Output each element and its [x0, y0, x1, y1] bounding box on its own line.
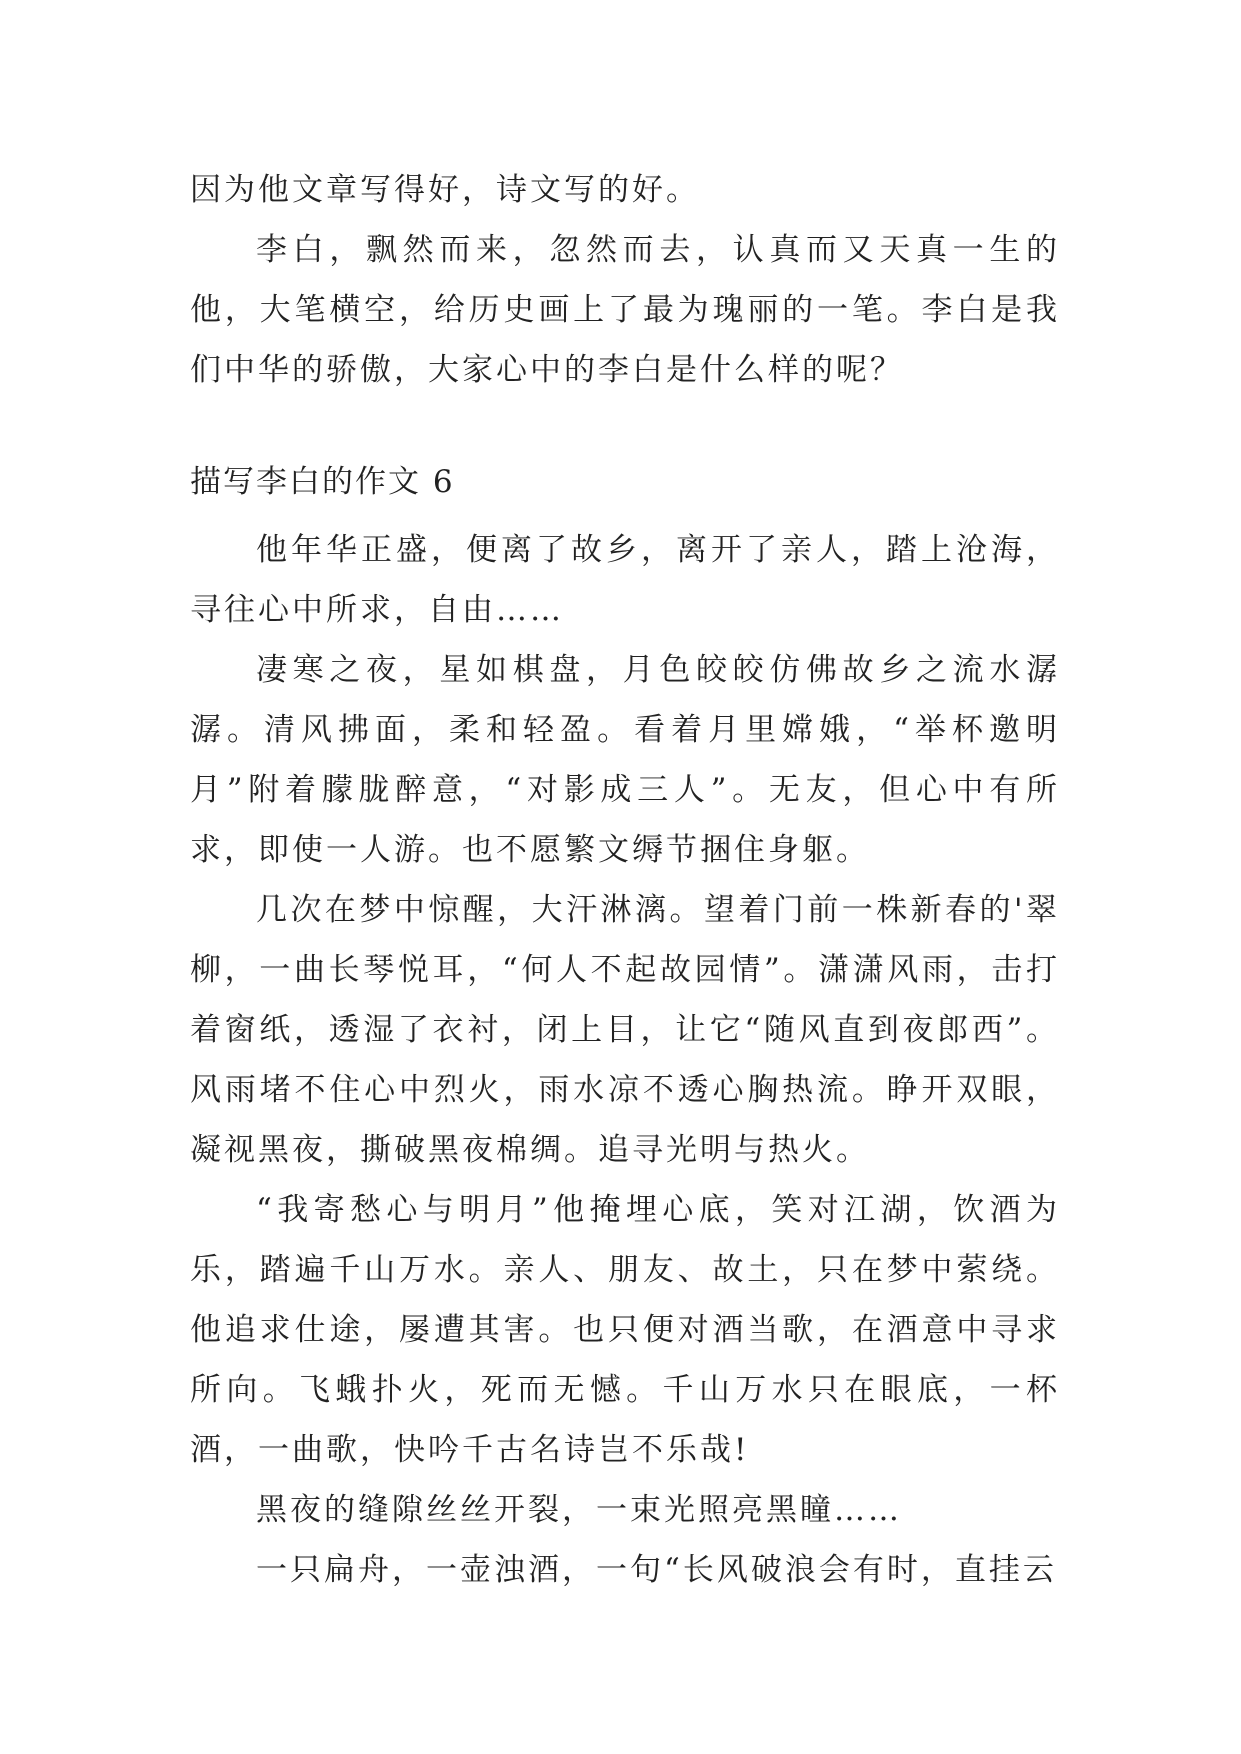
paragraph: “我寄愁心与明月”他掩埋心底，笑对江湖，饮酒为乐，踏遍千山万水。亲人、朋友、故土，只在梦中萦绕。他追求仕途，屡遭其害。也只便对酒当歌，在酒意中寻求所向。飞蛾扑火，死而无憾。千山万水只在眼底，一杯酒，一曲歌，快吟千古名诗岂不乐哉! — [190, 1192, 1060, 1468]
document-body — [190, 160, 1060, 1600]
section-heading: 描写李白的作文 6 — [190, 464, 455, 500]
paragraph: 因为他文章写得好，诗文写的好。 — [190, 172, 700, 208]
paragraph: 几次在梦中惊醒，大汗淋漓。望着门前一株新春的'翠柳，一曲长琴悦耳，“何人不起故园情”。潇潇风雨，击打着窗纸，透湿了衣衬，闭上目，让它“随风直到夜郎西”。风雨堵不住心中烈火，雨水凉不透心胸热流。睁开双眼，凝视黑夜，撕破黑夜棉绸。追寻光明与热火。 — [190, 892, 1060, 1168]
paragraph: 凄寒之夜，星如棋盘，月色皎皎仿佛故乡之流水潺潺。清风拂面，柔和轻盈。看着月里嫦娥，“举杯邀明月”附着朦胧醉意，“对影成三人”。无友，但心中有所求，即使一人游。也不愿繁文缛节捆住身躯。 — [190, 652, 1060, 868]
paragraph: 黑夜的缝隙丝丝开裂，一束光照亮黑瞳…… — [256, 1492, 902, 1528]
paragraph: 李白，飘然而来，忽然而去，认真而又天真一生的他，大笔横空，给历史画上了最为瑰丽的一笔。李白是我们中华的骄傲，大家心中的李白是什么样的呢？ — [190, 232, 1060, 388]
paragraph: 他年华正盛，便离了故乡，离开了亲人，踏上沧海，寻往心中所求，自由…… — [190, 532, 1060, 628]
paragraph: 一只扁舟，一壶浊酒，一句“长风破浪会有时，直挂云 — [256, 1552, 1057, 1588]
